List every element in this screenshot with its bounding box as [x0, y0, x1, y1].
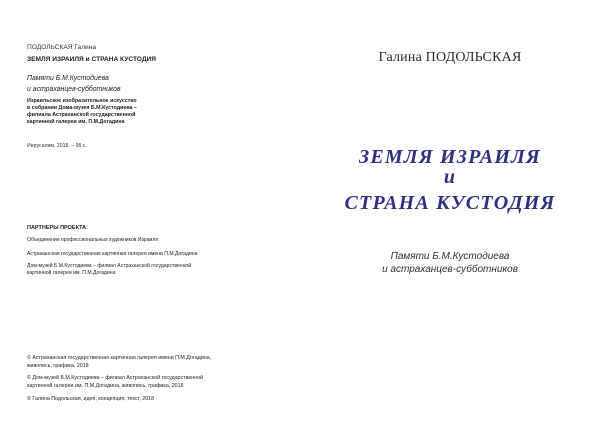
copyright-line: © Астраханская государственная картинная галерея имени П.М.Догадина, — [27, 355, 212, 361]
copyright-notice — [27, 395, 154, 403]
copyright-notice — [27, 354, 211, 370]
partners-heading: ПАРТНЕРЫ ПРОЕКТА: — [27, 225, 88, 231]
description-line: в собрании Дома-музея Б.М.Кустодиева – — [27, 105, 137, 111]
dedication — [300, 250, 600, 276]
right-page — [300, 0, 600, 424]
book-description — [27, 98, 137, 126]
description-line: филиала Астраханской государственной — [27, 112, 136, 118]
partner-line: Объединение профессиональных художников Израиля — [27, 237, 159, 243]
copyright-line: картинной галереи им. П.М.Догадина, живопись, графика, 2018 — [27, 383, 184, 389]
author-name-small: ПОДОЛЬСКАЯ Галина — [27, 44, 97, 51]
author-name: Галина ПОДОЛЬСКАЯ — [378, 50, 522, 65]
dedication-line: и астраханцев-субботников — [382, 264, 518, 275]
copyright-line: © Дом-музей Б.М.Кустодиева – филиал Астраханской государственной — [27, 375, 204, 381]
partner-line: Дом-музей Б.М.Кустодиева – филиал Астраханской государственной — [27, 263, 192, 269]
imprint: Иерусалим, 2018. – 96 с. — [27, 143, 87, 149]
copyright-line: © Галина Подольская, идея, концепция, текст, 2018 — [27, 396, 155, 402]
partner-item — [27, 237, 158, 244]
book-title-line: ЗЕМЛЯ ИЗРАИЛЯ — [359, 146, 541, 168]
partner-line: картинной галереи им. П.М.Догадина — [27, 270, 116, 277]
copyright-line: живопись, графика, 2018 — [27, 363, 89, 369]
dedication-line: и астраханцев-субботников — [27, 86, 121, 93]
book-title-small: ЗЕМЛЯ ИЗРАИЛЯ и СТРАНА КУСТОДИЯ — [27, 56, 157, 63]
copyright-notice — [27, 374, 203, 390]
dedication-small — [27, 73, 121, 95]
partner-item — [27, 263, 191, 277]
partner-line: Астраханская государственная картинная галерея имени П.М.Догадина — [27, 251, 198, 257]
book-title-line: и — [443, 166, 457, 188]
book-title-line: СТРАНА КУСТОДИЯ — [344, 192, 556, 214]
description-line: картинной галереи им. П.М.Догадина — [27, 119, 125, 125]
partner-item — [27, 251, 197, 258]
dedication-line: Памяти Б.М.Кустодиева — [390, 251, 510, 262]
description-line: Израильское изобразительное искусство — [27, 98, 137, 104]
dedication-line: Памяти Б.М.Кустодиева — [27, 75, 109, 82]
